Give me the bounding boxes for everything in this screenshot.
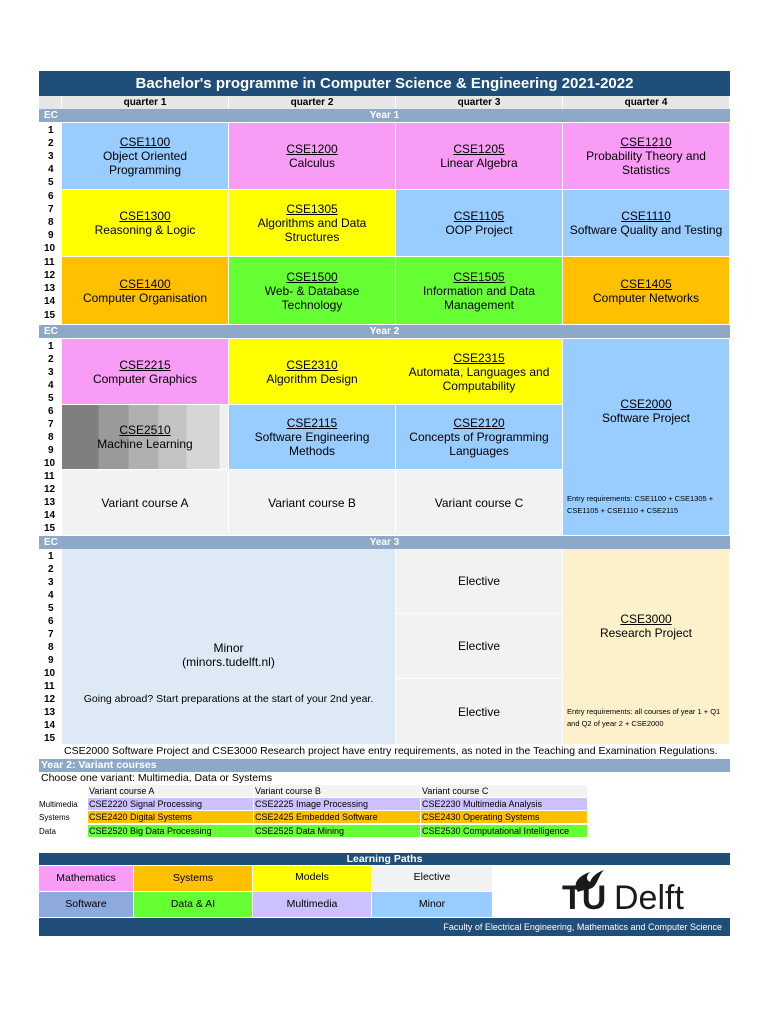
course-code[interactable]: CSE2310 <box>286 357 338 372</box>
course-code[interactable]: CSE1400 <box>119 276 171 291</box>
ec-number: 3 <box>48 367 54 378</box>
course-code[interactable]: CSE2120 <box>453 416 505 430</box>
learning-path-systems: Systems <box>134 866 252 891</box>
year-2-label: Year 2 <box>369 326 400 337</box>
course-name: Web- & Database Technology <box>264 283 360 312</box>
ec-number: 15 <box>44 523 56 534</box>
ec-number: 1 <box>48 341 54 352</box>
ec-label: EC <box>44 326 58 337</box>
course-code[interactable]: CSE2510 <box>119 423 171 437</box>
ec-number: 3 <box>48 577 54 588</box>
ec-number: 7 <box>48 629 54 640</box>
course-cse1300[interactable] <box>62 190 229 257</box>
ec-number: 14 <box>44 510 56 521</box>
ec-number: 2 <box>48 138 54 149</box>
course-name: Information and Data Management <box>422 283 536 312</box>
learning-path-software: Software <box>39 892 133 917</box>
course-name: Algorithms and Data Structures <box>257 216 367 244</box>
ec-number: 4 <box>48 590 54 601</box>
course-code[interactable]: CSE1110 <box>621 209 671 223</box>
ec-number: 11 <box>44 681 55 692</box>
ec-number: 12 <box>44 694 56 705</box>
course-name: Concepts of Programming Languages <box>409 430 549 458</box>
course-name: Reasoning & Logic <box>94 223 196 237</box>
ec-number: 5 <box>48 177 54 188</box>
variant-course-b <box>229 470 396 536</box>
course-cse1400[interactable] <box>62 257 229 325</box>
course-name: Computer Networks <box>592 290 700 305</box>
variant-column-header: Variant course C <box>421 785 587 797</box>
entry-requirements-note: Entry requirements: all courses of year 1 + Q1 and Q2 of year 2 + CSE2000 <box>567 707 721 728</box>
ec-number: 8 <box>48 432 54 443</box>
minor-url[interactable]: (minors.tudelft.nl) <box>182 655 275 669</box>
variant-row-label: Data <box>39 827 56 836</box>
course-cse2000[interactable] <box>563 339 730 536</box>
course-cse1100[interactable] <box>62 123 229 190</box>
ec-number: 12 <box>44 484 56 495</box>
ec-number: 7 <box>48 419 54 430</box>
ec-number: 5 <box>48 393 54 404</box>
year-1-bar <box>39 109 730 122</box>
logo-tu: TU <box>562 879 606 917</box>
learning-path-elective: Elective <box>372 866 492 891</box>
ec-number: 3 <box>48 151 54 162</box>
learning-paths-header: Learning Paths <box>39 853 730 865</box>
ec-number: 13 <box>44 283 56 294</box>
ec-number: 13 <box>44 497 56 508</box>
course-cse2115[interactable] <box>229 405 396 470</box>
course-cse1500[interactable] <box>229 257 396 325</box>
ec-label: EC <box>44 110 58 121</box>
ec-number: 4 <box>48 164 54 175</box>
course-name: Software Project <box>601 411 691 425</box>
course-code[interactable]: CSE2315 <box>453 350 505 365</box>
course-code[interactable]: CSE1210 <box>620 135 672 149</box>
variant-cell[interactable]: CSE2230 Multimedia Analysis <box>421 798 587 810</box>
variant-cell[interactable]: CSE2525 Data Mining <box>254 825 420 837</box>
course-cse1105[interactable] <box>396 190 563 257</box>
ec-number: 4 <box>48 380 54 391</box>
course-code[interactable]: CSE1105 <box>453 209 505 223</box>
learning-path-data-ai: Data & AI <box>134 892 252 917</box>
ec-number: 8 <box>48 642 54 653</box>
course-name: OOP Project <box>445 223 513 237</box>
faculty-footer: Faculty of Electrical Engineering, Mathematics and Computer Science <box>39 918 730 936</box>
variant-course-c <box>396 470 563 536</box>
course-name: Linear Algebra <box>440 156 518 170</box>
entry-requirements-note: Entry requirements: CSE1100 + CSE1305 + CSE1105 + CSE1110 + CSE2115 <box>567 494 714 515</box>
ec-number: 12 <box>44 270 56 281</box>
variant-course-b-label: Variant course B <box>268 495 356 510</box>
elective-label: Elective <box>457 704 501 719</box>
ec-number: 9 <box>48 655 54 666</box>
elective-slot <box>396 614 563 679</box>
course-name: Automata, Languages and Computability <box>408 364 550 393</box>
course-code[interactable]: CSE1100 <box>119 135 171 149</box>
course-cse1305[interactable] <box>229 190 396 257</box>
minor-title: Minor <box>213 641 244 655</box>
course-name: Algorithm Design <box>266 371 358 386</box>
course-cse3000[interactable] <box>563 549 730 745</box>
elective-label: Elective <box>457 639 501 653</box>
elective-slot <box>396 549 563 614</box>
course-cse2510[interactable] <box>62 405 229 470</box>
year-1-label: Year 1 <box>369 110 400 121</box>
minor-note: Going abroad? Start preparations at the start of your 2nd year. <box>83 693 374 705</box>
variant-courses-header: Year 2: Variant courses <box>39 759 730 772</box>
course-name: Computer Graphics <box>92 371 198 386</box>
logo-delft: Delft <box>614 879 684 917</box>
entry-requirements-footnote: CSE2000 Software Project and CSE3000 Research project have entry requirements, as noted in the Teaching and Examination Regulations. <box>64 745 718 757</box>
course-name: Software Quality and Testing <box>569 223 723 237</box>
learning-path-mathematics: Mathematics <box>39 866 133 891</box>
variant-course-c-label: Variant course C <box>434 495 524 510</box>
course-name: Object Oriented Programming <box>102 149 188 177</box>
course-code[interactable]: CSE1505 <box>453 269 505 284</box>
ec-number: 1 <box>48 125 54 136</box>
page-title: Bachelor's programme in Computer Science & Engineering 2021-2022 <box>39 71 730 96</box>
course-code[interactable]: CSE1300 <box>119 209 171 223</box>
learning-path-multimedia: Multimedia <box>253 892 371 917</box>
course-name: Computer Organisation <box>82 290 208 305</box>
course-name: Research Project <box>599 626 693 640</box>
variant-cell[interactable]: CSE2220 Signal Processing <box>88 798 253 810</box>
variant-column-header: Variant course B <box>254 785 420 797</box>
ec-number: 15 <box>44 733 56 744</box>
ec-number: 8 <box>48 217 54 228</box>
ec-label: EC <box>44 537 58 548</box>
variant-cell[interactable]: CSE2420 Digital Systems <box>88 811 253 823</box>
quarter-4-header: quarter 4 <box>563 96 730 109</box>
ec-number: 10 <box>44 668 56 679</box>
year-3-bar <box>39 536 730 549</box>
variant-instruction: Choose one variant: Multimedia, Data or Systems <box>41 772 273 784</box>
learning-path-minor: Minor <box>372 892 492 917</box>
course-cse2315[interactable] <box>396 339 563 405</box>
course-cse1405[interactable] <box>563 257 730 325</box>
ec-number: 2 <box>48 564 54 575</box>
ec-number: 9 <box>48 230 54 241</box>
course-code[interactable]: CSE3000 <box>620 612 672 626</box>
course-cse2120[interactable] <box>396 405 563 470</box>
quarter-3-header: quarter 3 <box>396 96 563 109</box>
course-code[interactable]: CSE2000 <box>620 397 672 411</box>
variant-row-label: Multimedia <box>39 800 78 809</box>
course-cse2310[interactable] <box>229 339 396 405</box>
course-cse1200[interactable] <box>229 123 396 190</box>
course-name: Calculus <box>288 156 336 170</box>
ec-number: 14 <box>44 720 56 731</box>
ec-number: 10 <box>44 458 56 469</box>
course-cse1210[interactable] <box>563 123 730 190</box>
ec-column-year-1 <box>39 122 62 324</box>
ec-column-year-3 <box>39 549 62 745</box>
ec-number: 6 <box>48 191 54 202</box>
ec-number: 15 <box>44 310 56 321</box>
quarter-1-header: quarter 1 <box>62 96 229 109</box>
variant-course-a-label: Variant course A <box>101 495 189 510</box>
variant-cell[interactable]: CSE2225 Image Processing <box>254 798 420 810</box>
tudelft-logo <box>562 866 722 918</box>
year-2-bar <box>39 325 730 338</box>
ec-number: 9 <box>48 445 54 456</box>
ec-number: 6 <box>48 616 54 627</box>
ec-number: 1 <box>48 551 54 562</box>
course-name: Machine Learning <box>97 437 193 451</box>
variant-cell[interactable]: CSE2520 Big Data Processing <box>88 825 253 837</box>
ec-number: 7 <box>48 204 54 215</box>
variant-cell[interactable]: CSE2430 Operating Systems <box>421 811 587 823</box>
course-name: Probability Theory and Statistics <box>586 149 706 177</box>
variant-row-label: Systems <box>39 813 70 822</box>
minor-block[interactable] <box>62 549 396 745</box>
ec-number: 10 <box>44 243 56 254</box>
ec-number: 11 <box>44 257 55 268</box>
elective-slot <box>396 679 563 745</box>
course-cse2215[interactable] <box>62 339 229 405</box>
course-code[interactable]: CSE1305 <box>286 202 338 216</box>
ec-column-year-2 <box>39 338 62 536</box>
course-name: Software Engineering Methods <box>254 430 370 458</box>
course-cse1205[interactable] <box>396 123 563 190</box>
ec-number: 2 <box>48 354 54 365</box>
ec-number: 14 <box>44 296 56 307</box>
header-corner <box>39 96 62 109</box>
course-code[interactable]: CSE1500 <box>286 269 338 284</box>
variant-cell[interactable]: CSE2530 Computational Intelligence <box>421 825 587 837</box>
course-code[interactable]: CSE1200 <box>286 142 338 156</box>
variant-cell[interactable]: CSE2425 Embedded Software <box>254 811 420 823</box>
ec-number: 13 <box>44 707 56 718</box>
ec-number: 5 <box>48 603 54 614</box>
course-code[interactable]: CSE1405 <box>620 276 672 291</box>
year-3-label: Year 3 <box>369 537 400 548</box>
variant-column-header: Variant course A <box>88 785 253 797</box>
course-cse1110[interactable] <box>563 190 730 257</box>
quarter-2-header: quarter 2 <box>229 96 396 109</box>
ec-number: 6 <box>48 406 54 417</box>
course-code[interactable]: CSE2215 <box>119 357 171 372</box>
variant-course-a <box>62 470 229 536</box>
course-cse1505[interactable] <box>396 257 563 325</box>
course-code[interactable]: CSE1205 <box>453 142 505 156</box>
ec-number: 11 <box>44 471 55 482</box>
course-code[interactable]: CSE2115 <box>286 416 338 430</box>
learning-path-models: Models <box>253 866 371 891</box>
elective-label: Elective <box>457 574 501 588</box>
